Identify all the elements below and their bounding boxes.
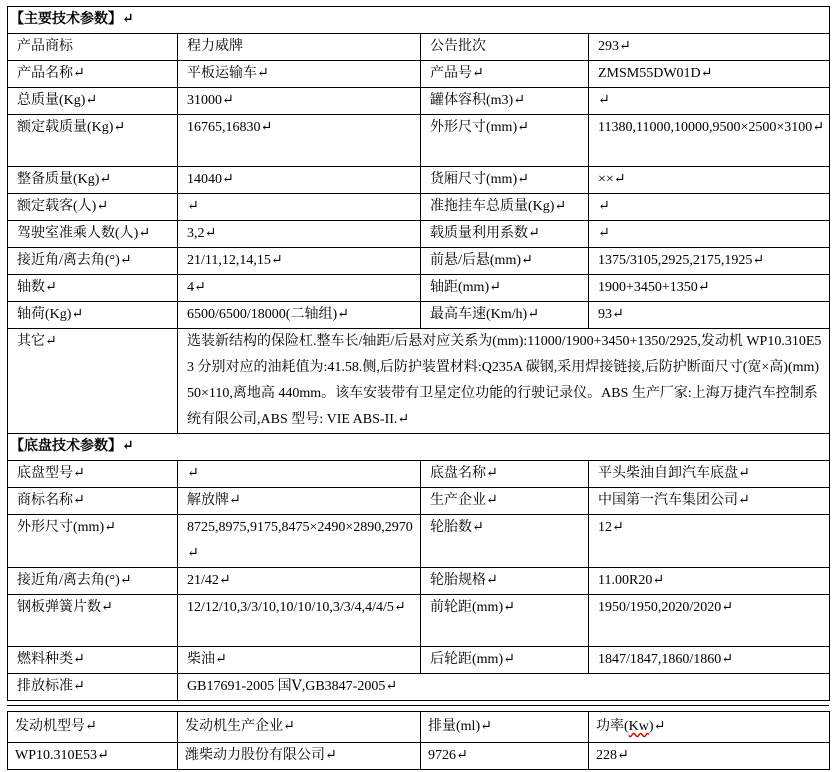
wheelbase-label: 轴距(mm)↵ <box>421 275 589 302</box>
emission-standard-label: 排放标准↵ <box>8 674 178 701</box>
trailer-gross-mass-value: ↵ <box>589 194 830 221</box>
cargo-box-dimensions-label: 货厢尺寸(mm)↵ <box>421 167 589 194</box>
chassis-specs-section-header: 【底盘技术参数】↵ <box>8 434 830 461</box>
cab-occupants-value: 3,2↵ <box>178 221 421 248</box>
other-notes-label: 其它↵ <box>8 329 178 434</box>
engine-model-value: WP10.310E53↵ <box>8 743 178 770</box>
manufacturer-value: 中国第一汽车集团公司↵ <box>589 488 830 515</box>
approach-departure-angle-label: 接近角/离去角(°)↵ <box>8 248 178 275</box>
manufacturer-label: 生产企业↵ <box>421 488 589 515</box>
chassis-name-label: 底盘名称↵ <box>421 461 589 488</box>
fuel-type-label: 燃料种类↵ <box>8 647 178 674</box>
product-brand-label: 产品商标 <box>8 34 178 61</box>
curb-mass-label: 整备质量(Kg)↵ <box>8 167 178 194</box>
overall-dimensions-label: 外形尺寸(mm)↵ <box>421 115 589 167</box>
load-utilization-value: ↵ <box>589 221 830 248</box>
chassis-dimensions-value: 8725,8975,9175,8475×2490×2890,2970↵ <box>178 515 421 568</box>
chassis-dimensions-label: 外形尺寸(mm)↵ <box>8 515 178 568</box>
chassis-model-value: ↵ <box>178 461 421 488</box>
leaf-spring-count-label: 钢板弹簧片数↵ <box>8 595 178 647</box>
product-name-value: 平板运输车↵ <box>178 61 421 88</box>
tire-count-label: 轮胎数↵ <box>421 515 589 568</box>
gross-mass-value: 31000↵ <box>178 88 421 115</box>
announcement-batch-value: 293↵ <box>589 34 830 61</box>
rated-load-label: 额定载质量(Kg)↵ <box>8 115 178 167</box>
curb-mass-value: 14040↵ <box>178 167 421 194</box>
cargo-box-dimensions-value: ××↵ <box>589 167 830 194</box>
wheelbase-value: 1900+3450+1350↵ <box>589 275 830 302</box>
engine-manufacturer-value: 潍柴动力股份有限公司↵ <box>178 743 421 770</box>
chassis-model-label: 底盘型号↵ <box>8 461 178 488</box>
chassis-approach-departure-angle-label: 接近角/离去角(°)↵ <box>8 568 178 595</box>
table-separator-line <box>7 705 829 706</box>
rated-load-value: 16765,16830↵ <box>178 115 421 167</box>
axle-load-label: 轴荷(Kg)↵ <box>8 302 178 329</box>
product-name-label: 产品名称↵ <box>8 61 178 88</box>
fuel-type-value: 柴油↵ <box>178 647 421 674</box>
max-speed-value: 93↵ <box>589 302 830 329</box>
vehicle-spec-table <box>7 6 830 701</box>
chassis-approach-departure-angle-value: 21/42↵ <box>178 568 421 595</box>
trailer-gross-mass-label: 准拖挂车总质量(Kg)↵ <box>421 194 589 221</box>
max-speed-label: 最高车速(Km/h)↵ <box>421 302 589 329</box>
engine-table <box>7 711 830 770</box>
engine-model-header: 发动机型号↵ <box>8 712 178 743</box>
power-header <box>589 712 830 743</box>
power-header-suffix: )↵ <box>648 719 666 734</box>
power-header-prefix: 功率( <box>596 719 629 734</box>
product-brand-value: 程力威牌 <box>178 34 421 61</box>
axle-load-value: 6500/6500/18000(二轴组)↵ <box>178 302 421 329</box>
product-number-value: ZMSM55DW01D↵ <box>589 61 830 88</box>
leaf-spring-count-value: 12/12/10,3/3/10,10/10/10,3/3/4,4/4/5↵ <box>178 595 421 647</box>
chassis-brand-value: 解放牌↵ <box>178 488 421 515</box>
load-utilization-label: 载质量利用系数↵ <box>421 221 589 248</box>
front-rear-overhang-value: 1375/3105,2925,2175,1925↵ <box>589 248 830 275</box>
tire-spec-label: 轮胎规格↵ <box>421 568 589 595</box>
power-unit-spellcheck: Kw <box>628 719 649 734</box>
tire-count-value: 12↵ <box>589 515 830 568</box>
overall-dimensions-value: 11380,11000,10000,9500×2500×3100↵ <box>589 115 830 167</box>
approach-departure-angle-value: 21/11,12,14,15↵ <box>178 248 421 275</box>
tank-volume-value: ↵ <box>589 88 830 115</box>
tank-volume-label: 罐体容积(m3)↵ <box>421 88 589 115</box>
product-number-label: 产品号↵ <box>421 61 589 88</box>
gross-mass-label: 总质量(Kg)↵ <box>8 88 178 115</box>
rated-passengers-value: ↵ <box>178 194 421 221</box>
cab-occupants-label: 驾驶室准乘人数(人)↵ <box>8 221 178 248</box>
front-rear-overhang-label: 前悬/后悬(mm)↵ <box>421 248 589 275</box>
displacement-header: 排量(ml)↵ <box>421 712 589 743</box>
front-track-label: 前轮距(mm)↵ <box>421 595 589 647</box>
rear-track-value: 1847/1847,1860/1860↵ <box>589 647 830 674</box>
rear-track-label: 后轮距(mm)↵ <box>421 647 589 674</box>
chassis-brand-label: 商标名称↵ <box>8 488 178 515</box>
power-value: 228↵ <box>589 743 830 770</box>
main-specs-section-header: 【主要技术参数】↵ <box>8 7 830 34</box>
axle-count-value: 4↵ <box>178 275 421 302</box>
emission-standard-value: GB17691-2005 国Ⅴ,GB3847-2005↵ <box>178 674 830 701</box>
tire-spec-value: 11.00R20↵ <box>589 568 830 595</box>
axle-count-label: 轴数↵ <box>8 275 178 302</box>
chassis-name-value: 平头柴油自卸汽车底盘↵ <box>589 461 830 488</box>
displacement-value: 9726↵ <box>421 743 589 770</box>
front-track-value: 1950/1950,2020/2020↵ <box>589 595 830 647</box>
other-notes-value: 选装新结构的保险杠.整车长/轴距/后悬对应关系为(mm):11000/1900+3450+1350/2925,发动机 WP10.310E53 分别对应的油耗值为:41.58.侧,后防护装置材料:Q235A 碳钢,采用焊接链接,后防护断面尺寸(宽×高)(mm)50×110,离地高 440mm。该车安装带有卫星定位功能的行驶记录仪。ABS 生产厂家:上海万捷汽车控制系统有限公司,ABS 型号: VIE ABS-II.↵ <box>178 329 830 434</box>
engine-manufacturer-header: 发动机生产企业↵ <box>178 712 421 743</box>
rated-passengers-label: 额定载客(人)↵ <box>8 194 178 221</box>
announcement-batch-label: 公告批次 <box>421 34 589 61</box>
